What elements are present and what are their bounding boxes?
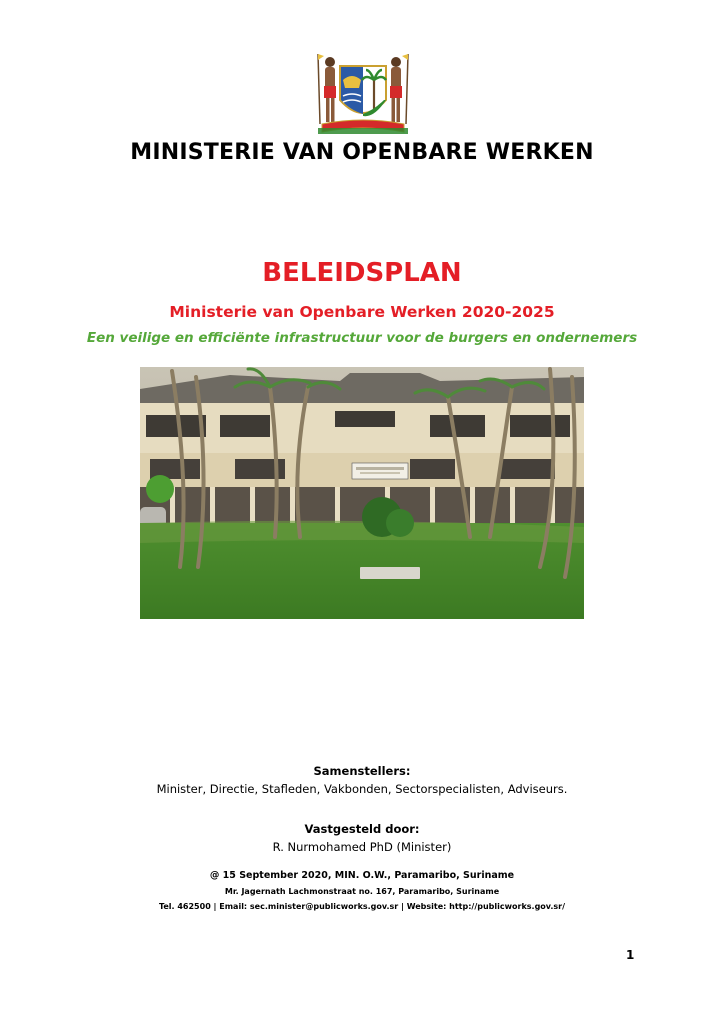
ministry-title: MINISTERIE VAN OPENBARE WERKEN [130,140,594,165]
address-line: Mr. Jagernath Lachmonstraat no. 167, Paramaribo, Suriname [224,887,500,896]
compilers-heading: Samenstellers: [313,764,411,778]
date-location-line: @ 15 September 2020, MIN. O.W., Paramaribo, Suriname [209,870,515,881]
document-tagline: Een veilige en efficiënte infrastructuur voor de burgers en ondernemers [86,330,638,346]
document-subtitle: Ministerie van Openbare Werken 2020-2025 [169,303,555,321]
ministry-building-photo [140,367,584,619]
coat-of-arms-image [312,50,414,136]
document-title: BELEIDSPLAN [262,258,462,288]
contact-line: Tel. 462500 | Email: sec.minister@publicworks.gov.sr | Website: http://publicworks.gov.sr/ [158,902,566,911]
compilers-list: Minister, Directie, Stafleden, Vakbonden, Sectorspecialisten, Adviseurs. [156,782,568,796]
page-number: 1 [626,948,635,962]
adopted-by-name: R. Nurmohamed PhD (Minister) [272,840,452,854]
adopted-by-heading: Vastgesteld door: [304,822,420,836]
